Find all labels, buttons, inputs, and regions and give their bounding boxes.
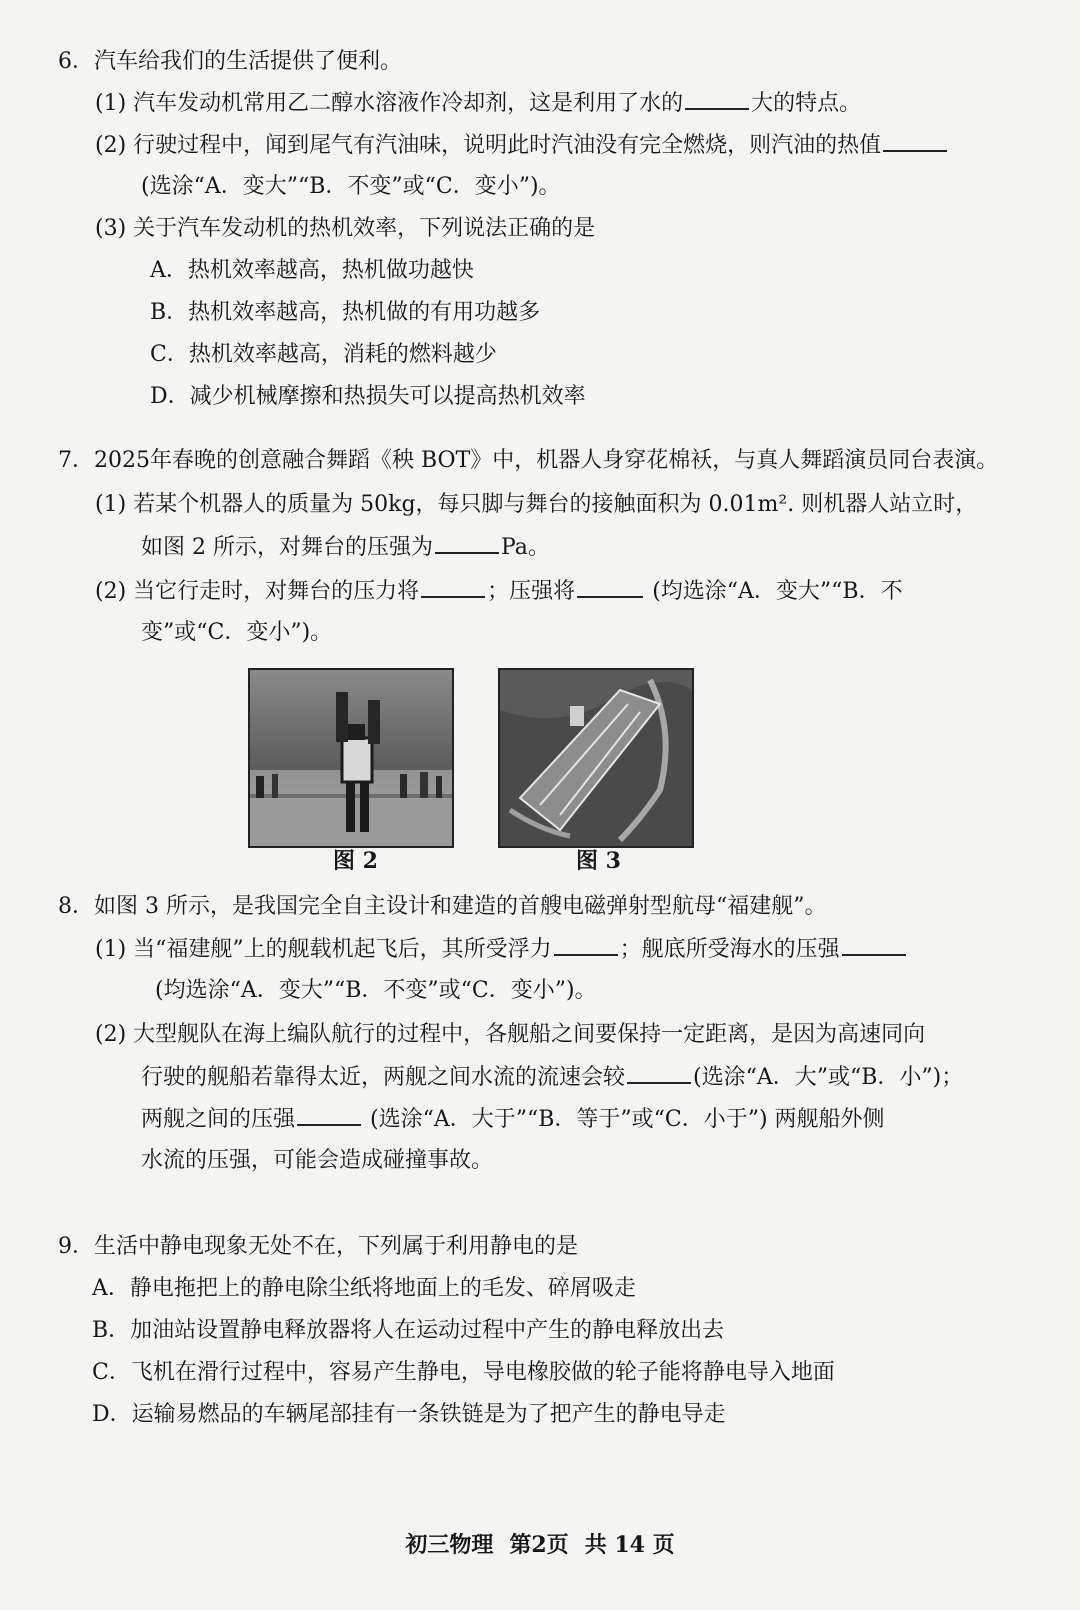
figure-3-aircraft-carrier-photo [498, 668, 694, 848]
q6-part1-text-a: (1) 汽车发动机常用乙二醇水溶液作冷却剂，这是利用了水的 [95, 91, 684, 116]
q8-part2-text-d: 两舰之间的压强 [141, 1107, 296, 1132]
q8-part2-blank-pressure[interactable] [297, 1104, 361, 1126]
q8-part2-line3 [141, 1104, 885, 1135]
q6-stem: 6．汽车给我们的生活提供了便利。 [58, 49, 402, 74]
q8-part2-text-c: (选涂“A．大”或“B．小”)； [693, 1065, 964, 1090]
q7-part1: (1) 若某个机器人的质量为 50kg，每只脚与舞台的接触面积为 0.01m². 则机器人站立时， [95, 492, 978, 517]
q8-part2-line2 [141, 1062, 963, 1093]
q8-part1-blank-buoyancy[interactable] [554, 934, 618, 956]
q8-stem: 8．如图 3 所示，是我国完全自主设计和建造的首艘电磁弹射型航母“福建舰”。 [58, 894, 827, 919]
figure-3-caption: 图 3 [576, 848, 621, 874]
q8-part2: (2) 大型舰队在海上编队航行的过程中，各舰船之间要保持一定距离，是因为高速同向 [95, 1022, 926, 1047]
q8-part1-text-a: (1) 当“福建舰”上的舰载机起飞后，其所受浮力 [95, 937, 552, 962]
q8-part1-text-b: ；舰底所受海水的压强 [619, 937, 840, 962]
q6-part2 [95, 130, 949, 161]
q6-option-c: C．热机效率越高，消耗的燃料越少 [150, 342, 497, 367]
q6-part2-blank[interactable] [883, 130, 947, 152]
q8-part2-blank-speed[interactable] [627, 1062, 691, 1084]
footer-total-pages: 共 14 页 [584, 1532, 675, 1558]
q8-part2-line4: 水流的压强，可能会造成碰撞事故。 [141, 1148, 494, 1173]
q9-option-a: A．静电拖把上的静电除尘纸将地面上的毛发、碎屑吸走 [92, 1276, 636, 1301]
q6-part1-text-b: 大的特点。 [751, 91, 862, 116]
q7-part2-blank-force[interactable] [421, 576, 485, 598]
page-footer [0, 1528, 1080, 1559]
q7-part2-blank-pressure[interactable] [577, 576, 643, 598]
q9-stem: 9．生活中静电现象无处不在，下列属于利用静电的是 [58, 1234, 578, 1259]
q6-part1 [95, 88, 861, 119]
q8-part1-hint: (均选涂“A．变大”“B．不变”或“C．变小”)。 [155, 978, 597, 1003]
q8-part2-text-b: 行驶的舰船若靠得太近，两舰之间水流的流速会较 [141, 1065, 626, 1090]
q7-part1-text-b: 如图 2 所示，对舞台的压强为 [141, 535, 433, 560]
q7-part2-cont: 变”或“C．变小”)。 [141, 620, 333, 645]
q6-part2-hint: (选涂“A．变大”“B．不变”或“C．变小”)。 [141, 174, 561, 199]
footer-subject: 初三物理 [405, 1532, 494, 1558]
robot-dance-illustration [250, 670, 452, 846]
q9-option-b: B．加油站设置静电释放器将人在运动过程中产生的静电释放出去 [92, 1318, 725, 1343]
q7-part2-text-b: ；压强将 [487, 579, 576, 604]
q6-option-d: D．减少机械摩擦和热损失可以提高热机效率 [150, 384, 586, 409]
q6-part1-blank[interactable] [685, 88, 749, 110]
q9-option-d: D．运输易燃品的车辆尾部挂有一条铁链是为了把产生的静电导走 [92, 1402, 726, 1427]
figure-2-caption: 图 2 [333, 848, 378, 874]
q8-part1 [95, 934, 908, 965]
q7-part2-text-a: (2) 当它行走时，对舞台的压力将 [95, 579, 420, 604]
q8-part1-blank-pressure[interactable] [842, 934, 906, 956]
q7-part2 [95, 576, 903, 607]
figure-2-robot-dance-photo [248, 668, 454, 848]
aircraft-carrier-illustration [500, 670, 692, 846]
q6-part2-text-a: (2) 行驶过程中，闻到尾气有汽油味，说明此时汽油没有完全燃烧，则汽油的热值 [95, 133, 882, 158]
q6-part3: (3) 关于汽车发动机的热机效率，下列说法正确的是 [95, 216, 596, 241]
q7-part1-unit: Pa。 [500, 535, 550, 560]
q6-option-a: A．热机效率越高，热机做功越快 [150, 258, 474, 283]
q7-part1-blank[interactable] [435, 532, 499, 554]
q7-part2-text-c: (均选涂“A．变大”“B．不 [652, 579, 903, 604]
q7-part1-cont [141, 532, 550, 563]
q7-stem: 7．2025年春晚的创意融合舞蹈《秧 BOT》中，机器人身穿花棉袄，与真人舞蹈演员同台表演。 [58, 448, 999, 473]
q9-option-c: C．飞机在滑行过程中，容易产生静电，导电橡胶做的轮子能将静电导入地面 [92, 1360, 835, 1385]
q6-option-b: B．热机效率越高，热机做的有用功越多 [150, 300, 541, 325]
q8-part2-text-e: (选涂“A．大于”“B．等于”或“C．小于”) 两舰船外侧 [370, 1107, 885, 1132]
footer-page-number: 第2页 [509, 1532, 569, 1558]
